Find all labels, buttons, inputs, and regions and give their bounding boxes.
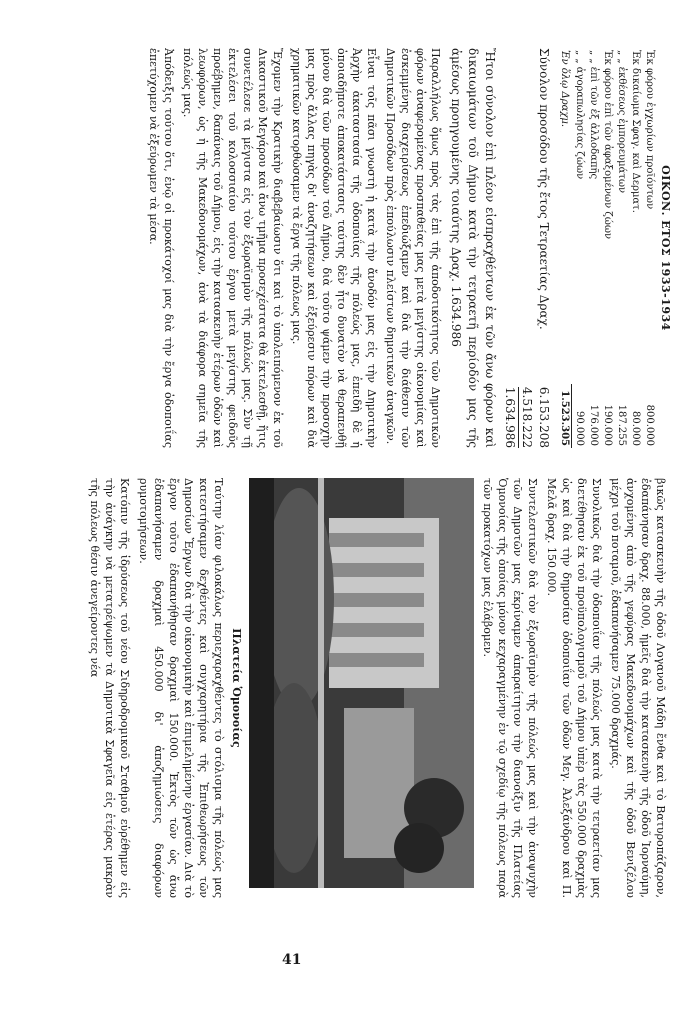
row-label: Ἐν ὅλῳ Δραχμ.	[559, 50, 571, 128]
row-label: „ „ ἐπὶ τῶν ἐξ ἀλλοδαπῆς	[588, 50, 599, 180]
table-row	[586, 48, 600, 448]
page-number: 41	[282, 952, 302, 968]
row-label: „ „ ἀγοραπωλησίας ζώων	[573, 50, 585, 180]
paragraph: Συνολικῶς διὰ τὴν ὁδοποιΐαν τῆς πόλεώς μας κατὰ τὴν τετραετίαν μας διετέθησαν ἐκ τοῦ προϋπολογισμοῦ τοῦ Δήμου ὑπὲρ τὰς 550.000 δραχμὰς ὡς καὶ διὰ τὴν δημοσίαν ὁδοποιΐαν τῶν ὁδῶν Μεγ. Ἀλεξάνδρου καὶ Π. Μελᾶ δραχ. 150.000.	[545, 478, 603, 898]
summary-values	[502, 48, 535, 448]
right-column	[83, 478, 672, 898]
section-heading: Πλατεία Ὁμονοίας	[230, 628, 243, 748]
row-value: 800.000	[644, 404, 655, 446]
table-row	[628, 48, 642, 448]
table-row	[600, 48, 614, 448]
row-value: 80.000	[630, 411, 641, 446]
row-label: Ἐκ φόρου ἐπὶ τῶν ἀφαξομένων ζώων	[602, 50, 613, 240]
paragraph: Ἤτοι σύνολον ἐπὶ πλέον εἰσπραχθέντων ἐκ τῶν ἄνω φόρων καὶ δικαιωμάτων τοῦ Δήμου κατὰ τὴν τετραετῆ περίοδόν μας τῆς ἀμέσως προηγουμένης τοιαύτης Δραχ. 1.634.986	[449, 48, 497, 448]
table-title: ΟΙΚΟΝ. ΕΤΟΣ 1933-1934	[659, 165, 672, 331]
summary-line	[537, 48, 551, 448]
rotated-content	[88, 48, 672, 908]
row-value: 1.523.305	[557, 384, 572, 448]
paragraph: Ταύτην λίαν φιλοκάλως περιεχαραχθέντες τὸ στόλισμα τῆς πόλεώς μας κατεστήσαμεν δεχθέντες καὶ συγχαρητήρια τῆς Ἐπιθεωρήσεως τῶν Δημοσίων Ἔργων διὰ τὴν οἰκονομικὴν καὶ ἐπιμελημένην ἐργασίαν. Διὰ τὸ ἔργον τοῦτο ἐδαπανήθησαν δραχμαὶ 150.000. Ἐκτὸς τῶν ὡς ἄνω ἐδαπανήσαμεν δραχμαὶ 450.000 δι' ἀποζημιώσεις διαφόρων ρυμοτομήσεων.	[137, 478, 225, 898]
square-photo-drawing	[249, 478, 474, 888]
summary-value-1: 6.153.208	[537, 386, 551, 448]
row-label: Ἐκ φόρου ἐγχωρίων προϊόντων	[644, 50, 655, 210]
table-row	[642, 48, 656, 448]
table-row	[557, 48, 572, 448]
revenue-table	[557, 48, 656, 448]
paragraph: Ἀπόδειξις τούτου ὅτι, ἐνῷ οἱ προκάτοχοί μας διὰ τὴν ἔργα ὁδοποιΐας ἐπετύχομεν νὰ ἐξεύρωμεν τὰ μέσα.	[147, 48, 175, 448]
summary-label: Σύνολον προσόδου τῆς ἔτος Τετραετίας Δραχ.	[537, 48, 551, 330]
row-label: „ „ ἐκθέσεως ἐμπορευμάτων	[616, 50, 627, 194]
paragraph: Κατόπιν τῆς ἱδρύσεως τοῦ νέου Σιδηροδρομικοῦ Σταθμοῦ εὑρέθημεν εἰς τὴν ἀνάγκην νὰ μετατρέψωμεν τὰ Δημοτικὰ Σφαγεῖα εἰς ἑτέρας μακρὰν τῆς πόλεως θέσιν ἀνεγείροντες νέα	[88, 478, 131, 898]
summary-value-3: 1.634.986	[503, 386, 517, 448]
paragraph: Συντελεστικῶν διὰ τὸν ἐξωραϊσμὸν τῆς πόλεώς μας καὶ τὴν ἀναψυχὴν τῶν Δημοτῶν μας ἐκρίναμεν ἀπαραίτητον τὴν διανοίξιν τῆς Πλατείας Ὁμονοίας τῆς ὁποίας μόνον κεχαραγμένην ἐν τῷ σχεδίῳ τῆς πόλεως παρὰ τῶν προκατόχων μας ἐλάβομεν.	[481, 478, 539, 898]
row-value: 187.255	[616, 404, 627, 446]
row-value: 190.000	[602, 404, 613, 446]
paragraph: βικῶς κατασκευὴν τῆς ὁδοῦ Λογανοῦ Μάδη ἔνθα καὶ τὸ Βατυροπάζαρον, ἐδαπάνησαν δραχ. 88.000, ἡμεῖς διὰ τὴν κατασκευὴν τῆς ὁδοῦ Ἰορναύμη, ἀνχομένης ἀπὸ τῆς γεφύρας Μακεδονομάχων καὶ τῆς ὁδοῦ Βενιζέλου μέχρι τοῦ ποταμοῦ, ἐδαπανήσαμεν 75.000 δραχμάς.	[609, 478, 667, 898]
summary-value-2: 4.518.222	[520, 386, 534, 448]
square-photo	[249, 478, 474, 888]
row-value: 176.000	[588, 404, 599, 446]
table-row	[572, 48, 587, 448]
paragraph: Παραλλήλως ὅμως πρὸς τὰς ἐπὶ τῆς ἀποδοτικότητος τῶν Δημοτικῶν φόρων ἀναφερομένας προσπαθείας μας μετὰ μεγίστης οἰκονομίας καὶ ἐσκεμμένης διαχειρίσεως ἐπεδιώξαμεν καὶ διὰ τὴν διάθεσιν τῶν Δημοτικῶν Προσόδων πρὸς ἐπούλωσιν πλείστων δημοτικῶν ἀναγκῶν.	[384, 48, 442, 448]
table-row	[614, 48, 628, 448]
paragraph: Ἔχομεν τὴν Κρατικὴν διαβεβαίωσιν ὅτι καὶ τὸ ὑπολειπόμενον ἐκ τοῦ Δικαστικοῦ Μεγάρου καὶ ἄνω τμῆμα προσεχέστατα θὰ ἐκτελεσθῇ, ἥτις συνετέλεσε τὰ μέγιστα εἰς τὸν ἐξωραϊσμὸν τῆς πόλεώς μας. Σὺν τῇ ἐκτελέσει τοῦ κολοσσιαίου τούτου ἔργου μετὰ μεγίστης φειδοῦς προέβημεν, δαπάναις τοῦ Δήμου, εἰς τὴν κατασκευὴν ἑτέρων ὁδῶν καὶ λεωφόρων, ὡς ἡ τῆς Μακεδονομάχων, ἀνὰ τὰ διάφορα σημεῖα τῆς πόλεώς μας.	[181, 48, 284, 448]
row-label: Ἐκ δικαίωμα Σφαγ. καὶ Δερματ.	[630, 50, 641, 213]
paragraph: Εἶναι τοῖς πᾶσι γνωστὴ ἡ κατὰ τὴν ἄνοδόν μας εἰς τὴν Δημοτικὴν Ἀρχὴν ἀκαταστασία τῆς ὁδοποιΐας τῆς πόλεώς μας, ἐπειδὴ δὲ ἡ ὁποιαδήποτε ἀποκατάστασις ταύτης δὲν ἦτο δυνατὸν νὰ θεραπευθῇ μόνον διὰ τῶν προσόδων τοῦ Δήμου, διὰ τοῦτο ψάμεν τὴν προσοχὴν μας πρὸς ἄλλας πηγὰς δι' ἀναζητήσεων καὶ ἐξεύρεσιν πόρων καὶ διὰ χρηματικῶν κατορθώσαμεν τὰ ἔργα τῆς πόλεως μας.	[290, 48, 378, 448]
left-column	[142, 48, 672, 448]
row-value: 90.000	[574, 411, 585, 446]
